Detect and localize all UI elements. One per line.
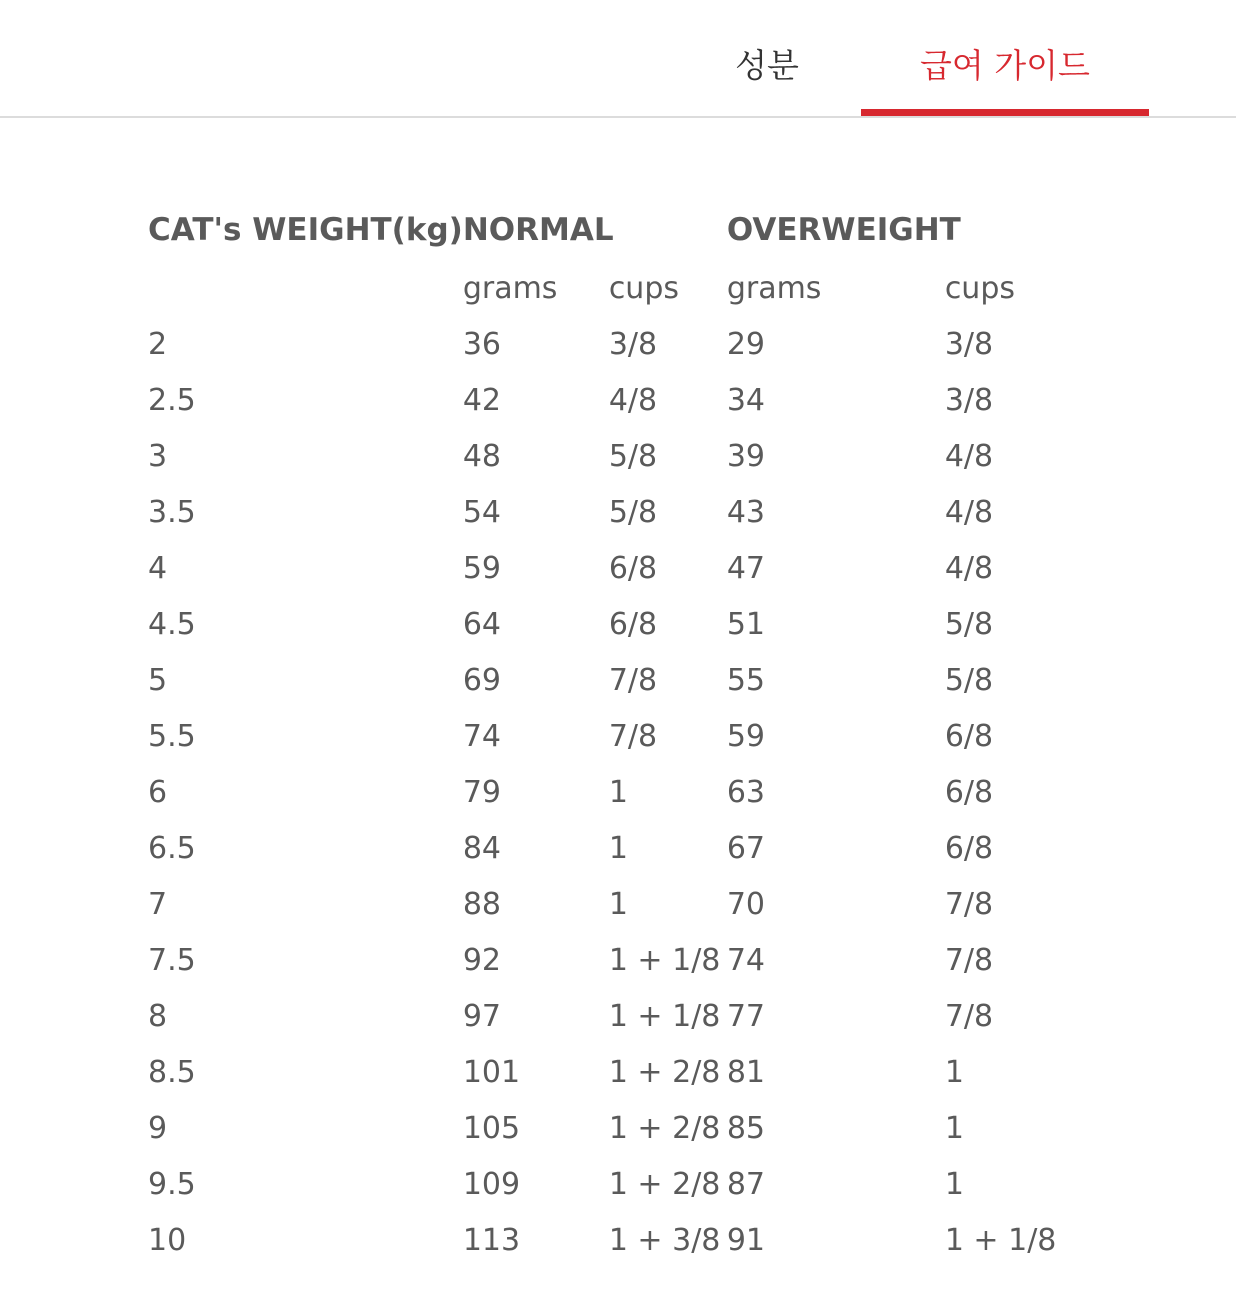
overweight-grams-cell: 43 bbox=[726, 494, 765, 530]
table-row bbox=[148, 820, 1125, 876]
overweight-cups-cell: 5/8 bbox=[944, 662, 994, 698]
normal-grams-cell: 54 bbox=[462, 494, 501, 530]
overweight-cups-cell: 7/8 bbox=[944, 886, 994, 922]
weight-cell: 2 bbox=[148, 326, 168, 362]
weight-cell: 7 bbox=[148, 886, 168, 922]
overweight-cups-cell: 4/8 bbox=[944, 494, 994, 530]
table-row bbox=[148, 932, 1125, 988]
table-subheader-row bbox=[148, 260, 1125, 316]
overweight-grams-cell: 39 bbox=[726, 438, 765, 474]
normal-grams-cell: 59 bbox=[462, 550, 501, 586]
overweight-cups-cell: 3/8 bbox=[944, 326, 994, 362]
normal-grams-cell: 64 bbox=[462, 606, 501, 642]
overweight-grams-cell: 29 bbox=[726, 326, 765, 362]
tab-ingredients-label: 성분 bbox=[735, 46, 799, 85]
overweight-grams-cell: 85 bbox=[726, 1110, 765, 1146]
normal-cups-cell: 1 bbox=[608, 886, 628, 922]
weight-cell: 8.5 bbox=[148, 1054, 196, 1090]
normal-grams-cell: 105 bbox=[462, 1110, 521, 1146]
table-row bbox=[148, 484, 1125, 540]
normal-cups-cell: 1 + 1/8 bbox=[608, 998, 721, 1034]
overweight-grams-cell: 74 bbox=[726, 942, 765, 978]
overweight-cups-subheader: cups bbox=[944, 270, 1015, 306]
normal-cups-cell: 4/8 bbox=[608, 382, 658, 418]
overweight-grams-cell: 63 bbox=[726, 774, 765, 810]
tab-ingredients[interactable] bbox=[664, 0, 870, 116]
normal-cups-cell: 6/8 bbox=[608, 606, 658, 642]
normal-grams-cell: 36 bbox=[462, 326, 501, 362]
normal-grams-cell: 69 bbox=[462, 662, 501, 698]
table-row bbox=[148, 372, 1125, 428]
weight-cell: 10 bbox=[148, 1222, 187, 1258]
normal-grams-cell: 101 bbox=[462, 1054, 521, 1090]
overweight-grams-cell: 34 bbox=[726, 382, 765, 418]
normal-grams-cell: 48 bbox=[462, 438, 501, 474]
normal-cups-cell: 3/8 bbox=[608, 326, 658, 362]
normal-cups-cell: 7/8 bbox=[608, 718, 658, 754]
normal-grams-cell: 97 bbox=[462, 998, 501, 1034]
normal-grams-cell: 42 bbox=[462, 382, 501, 418]
normal-cups-cell: 5/8 bbox=[608, 494, 658, 530]
table-body bbox=[148, 316, 1125, 1268]
weight-cell: 5.5 bbox=[148, 718, 196, 754]
weight-cell: 8 bbox=[148, 998, 168, 1034]
weight-cell: 9.5 bbox=[148, 1166, 196, 1202]
table-row bbox=[148, 428, 1125, 484]
overweight-cups-cell: 7/8 bbox=[944, 998, 994, 1034]
feeding-guide-table bbox=[148, 200, 1125, 1268]
normal-cups-cell: 1 bbox=[608, 774, 628, 810]
table-row bbox=[148, 876, 1125, 932]
table-row bbox=[148, 316, 1125, 372]
table-row bbox=[148, 764, 1125, 820]
normal-grams-cell: 74 bbox=[462, 718, 501, 754]
normal-grams-subheader: grams bbox=[462, 270, 558, 306]
tab-bar bbox=[0, 0, 1236, 118]
tab-feeding-guide-label: 급여 가이드 bbox=[920, 46, 1090, 85]
table-row bbox=[148, 1044, 1125, 1100]
overweight-grams-cell: 77 bbox=[726, 998, 765, 1034]
overweight-cups-cell: 1 bbox=[944, 1110, 964, 1146]
weight-cell: 3 bbox=[148, 438, 168, 474]
normal-grams-cell: 88 bbox=[462, 886, 501, 922]
normal-cups-cell: 7/8 bbox=[608, 662, 658, 698]
weight-cell: 4.5 bbox=[148, 606, 196, 642]
overweight-column-header: OVERWEIGHT bbox=[726, 212, 961, 248]
weight-cell: 5 bbox=[148, 662, 168, 698]
normal-cups-cell: 1 + 1/8 bbox=[608, 942, 721, 978]
overweight-grams-cell: 91 bbox=[726, 1222, 765, 1258]
table-row bbox=[148, 652, 1125, 708]
table-row bbox=[148, 988, 1125, 1044]
overweight-cups-cell: 5/8 bbox=[944, 606, 994, 642]
overweight-cups-cell: 4/8 bbox=[944, 550, 994, 586]
overweight-grams-cell: 47 bbox=[726, 550, 765, 586]
normal-grams-cell: 84 bbox=[462, 830, 501, 866]
overweight-grams-subheader: grams bbox=[726, 270, 822, 306]
overweight-cups-cell: 6/8 bbox=[944, 774, 994, 810]
table-header-row bbox=[148, 200, 1125, 260]
normal-column-header: NORMAL bbox=[462, 212, 614, 248]
overweight-cups-cell: 6/8 bbox=[944, 830, 994, 866]
weight-cell: 3.5 bbox=[148, 494, 196, 530]
overweight-cups-cell: 1 + 1/8 bbox=[944, 1222, 1057, 1258]
normal-cups-cell: 5/8 bbox=[608, 438, 658, 474]
weight-column-header: CAT's WEIGHT(kg) bbox=[148, 212, 463, 248]
weight-cell: 4 bbox=[148, 550, 168, 586]
normal-cups-cell: 1 + 2/8 bbox=[608, 1054, 721, 1090]
normal-cups-cell: 1 + 3/8 bbox=[608, 1222, 721, 1258]
overweight-grams-cell: 87 bbox=[726, 1166, 765, 1202]
overweight-cups-cell: 4/8 bbox=[944, 438, 994, 474]
weight-cell: 9 bbox=[148, 1110, 168, 1146]
overweight-cups-cell: 1 bbox=[944, 1054, 964, 1090]
overweight-grams-cell: 59 bbox=[726, 718, 765, 754]
overweight-cups-cell: 3/8 bbox=[944, 382, 994, 418]
overweight-grams-cell: 70 bbox=[726, 886, 765, 922]
normal-grams-cell: 92 bbox=[462, 942, 501, 978]
normal-grams-cell: 113 bbox=[462, 1222, 521, 1258]
table-row bbox=[148, 540, 1125, 596]
normal-cups-cell: 1 + 2/8 bbox=[608, 1166, 721, 1202]
weight-cell: 6 bbox=[148, 774, 168, 810]
table-row bbox=[148, 708, 1125, 764]
overweight-cups-cell: 6/8 bbox=[944, 718, 994, 754]
normal-grams-cell: 109 bbox=[462, 1166, 521, 1202]
normal-cups-subheader: cups bbox=[608, 270, 679, 306]
normal-grams-cell: 79 bbox=[462, 774, 501, 810]
table-row bbox=[148, 596, 1125, 652]
overweight-cups-cell: 7/8 bbox=[944, 942, 994, 978]
weight-cell: 6.5 bbox=[148, 830, 196, 866]
normal-cups-cell: 1 bbox=[608, 830, 628, 866]
subheader-empty bbox=[148, 260, 463, 316]
overweight-grams-cell: 81 bbox=[726, 1054, 765, 1090]
table-row bbox=[148, 1100, 1125, 1156]
overweight-cups-cell: 1 bbox=[944, 1166, 964, 1202]
weight-cell: 7.5 bbox=[148, 942, 196, 978]
normal-cups-cell: 1 + 2/8 bbox=[608, 1110, 721, 1146]
table-row bbox=[148, 1212, 1125, 1268]
table-row bbox=[148, 1156, 1125, 1212]
normal-cups-cell: 6/8 bbox=[608, 550, 658, 586]
tab-feeding-guide[interactable] bbox=[861, 0, 1149, 116]
weight-cell: 2.5 bbox=[148, 382, 196, 418]
overweight-grams-cell: 51 bbox=[726, 606, 765, 642]
overweight-grams-cell: 67 bbox=[726, 830, 765, 866]
overweight-grams-cell: 55 bbox=[726, 662, 765, 698]
